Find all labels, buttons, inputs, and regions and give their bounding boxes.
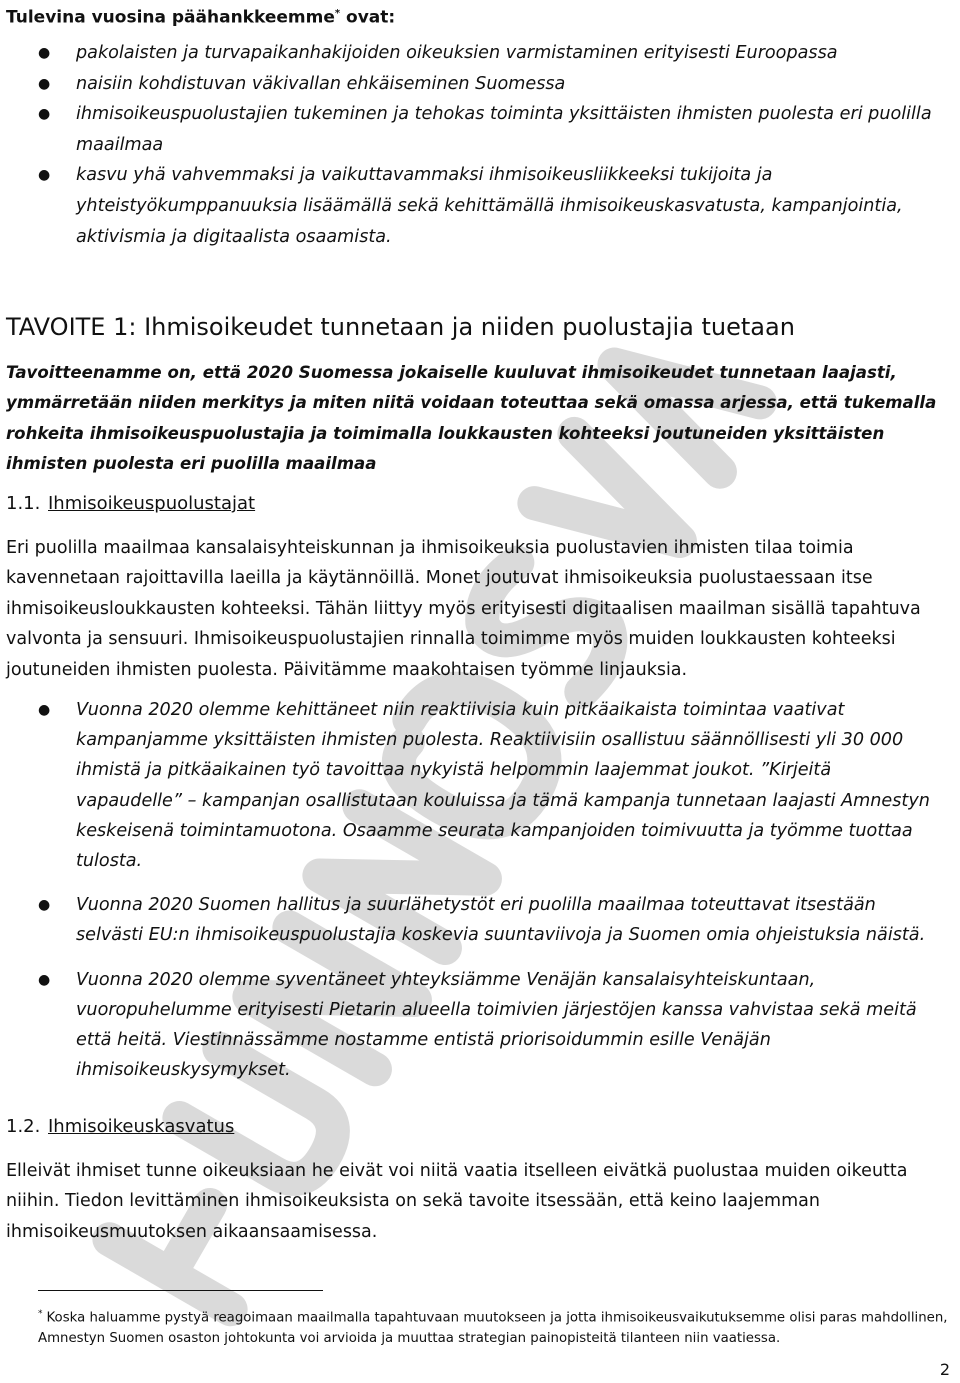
page-number: 2 — [939, 1360, 950, 1379]
section-number: 1.1. — [6, 493, 41, 514]
list-item: ● pakolaisten ja turvapaikanhakijoiden oikeuksien varmistaminen erityisesti Euroopassa — [76, 38, 936, 69]
bullet-icon: ● — [38, 106, 51, 123]
list-item: ● Vuonna 2020 Suomen hallitus ja suurlähetystöt eri puolilla maailmaa toteuttavat itsestään selvästi EU:n ihmisoikeuspuolustajia koskevia suuntaviivoja ja Suomen omia ohjeistuksia näistä. — [76, 890, 936, 950]
footnote-ref-mark: * — [334, 8, 341, 19]
bullet-icon: ● — [38, 75, 51, 92]
section-label: Ihmisoikeuskasvatus — [48, 1116, 235, 1137]
section-1-1-goals-list — [38, 695, 936, 1099]
goal-heading: TAVOITE 1: Ihmisoikeudet tunnetaan ja niiden puolustajia tuetaan — [6, 313, 795, 341]
list-item: ● Vuonna 2020 olemme syventäneet yhteyksiämme Venäjän kansalaisyhteiskuntaan, vuoropuhelumme erityisesti Pietarin alueella toimivien järjestöjen kanssa vahvistaa sekä meitä että heitä. Viestinnässämme nostamme entistä priorisoidummin esille Venäjän ihmisoikeuskysymykset. — [76, 965, 936, 1086]
footnote-mark: * — [38, 1309, 43, 1319]
intro-title: Tulevina vuosina päähankkeemme* ovat: — [6, 7, 396, 28]
bullet-icon: ● — [38, 971, 51, 988]
section-number: 1.2. — [6, 1116, 41, 1137]
footnote-text: Koska haluamme pystyä reagoimaan maailmalla tapahtuvaan muutokseen ja jotta ihmisoikeusvaikutuksemme olisi paras mahdollinen, Amnestyn Suomen osaston johtokunta voi arvioida ja muuttaa strategian painopisteitä tilanteen niin vaatiessa. — [38, 1310, 948, 1347]
footnote-divider — [38, 1290, 323, 1291]
bullet-icon: ● — [38, 167, 51, 184]
bullet-icon: ● — [38, 702, 51, 718]
section-title-1-1 — [6, 492, 255, 516]
list-item: ● ihmisoikeuspuolustajien tukeminen ja tehokas toiminta yksittäisten ihmisten puolesta eri puolilla maailmaa — [76, 99, 936, 160]
bullet-icon: ● — [38, 45, 51, 61]
bullet-icon: ● — [38, 897, 51, 914]
section-title-1-2 — [6, 1115, 234, 1139]
list-item: ● naisiin kohdistuvan väkivallan ehkäiseminen Suomessa — [76, 69, 936, 100]
section-label: Ihmisoikeuspuolustajat — [48, 493, 256, 514]
list-item: ● Vuonna 2020 olemme kehittäneet niin reaktiivisia kuin pitkäaikaista toimintaa vaativat kampanjamme yksittäisten ihmisten puolesta. Reaktiivisiin osallistuu säännöllisesti yli 30 000 ihmistä ja pitkäaikainen työ tavoittaa nykyistä helpommin laajemmat joukot. ”Kirjeitä vapaudelle” – kampanjan osallistutaan kouluissa ja tämä kampanja tunnetaan laajasti Amnestyn keskeisenä toimintamuotona. Osaamme seurata kampanjoiden toimivuutta ja työmme tuottaa tulosta. — [76, 695, 936, 876]
priorities-list — [38, 38, 936, 252]
list-item: ● kasvu yhä vahvemmaksi ja vaikuttavammaksi ihmisoikeusliikkeeksi tukijoita ja yhteistyökumppanuuksia lisäämällä sekä kehittämällä ihmisoikeuskasvatusta, kampanjointia, aktivismia ja digitaalista osaamista. — [76, 160, 936, 252]
footnote — [38, 1304, 956, 1349]
section-1-1-body: Eri puolilla maailmaa kansalaisyhteiskunnan ja ihmisoikeuksia puolustavien ihmisten tilaa toimia kavennetaan rajoittavilla laeilla ja käytännöillä. Monet joutuvat ihmisoikeuksia puolustaessaan itse ihmisoikeusloukkausten kohteeksi. Tähän liittyy myös erityisesti digitaalisen maailman sisällä tapahtuva valvonta ja sensuuri. Ihmisoikeuspuolustajien rinnalla toimimme myös muiden loukkausten kohteeksi joutuneiden ihmisten puolesta. Päivitämme maakohtaisen työmme linjauksia. — [6, 538, 921, 680]
goal-statement: Tavoitteenamme on, että 2020 Suomessa jokaiselle kuuluvat ihmisoikeudet tunnetaan laajasti, ymmärretään niiden merkitys ja miten niitä voidaan toteuttaa sekä omassa arjessa, että tukemalla rohkeita ihmisoikeuspuolustajia ja toimimalla loukkausten kohteeksi joutuneiden yksittäisten ihmisten puolesta eri puolilla maailmaa — [6, 363, 937, 474]
section-1-2-body: Elleivät ihmiset tunne oikeuksiaan he eivät voi niitä vaatia itselleen eivätkä puolustaa muiden oikeutta niihin. Tiedon levittäminen ihmisoikeuksista on sekä tavoite itsessään, että keino laajemman ihmisoikeusmuutoksen aikaansaamisessa. — [6, 1161, 908, 1242]
